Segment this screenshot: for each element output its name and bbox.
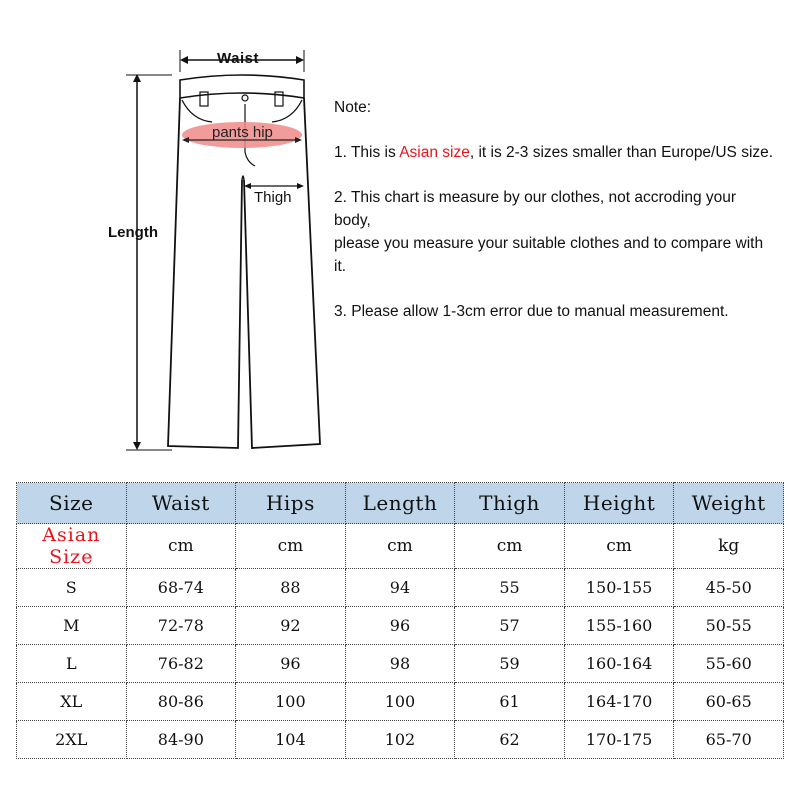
table-cell: 45-50 [674,569,784,607]
note-item-3: 3. Please allow 1-3cm error due to manual measurement. [334,303,729,320]
table-cell: 100 [345,683,455,721]
table-cell: 94 [345,569,455,607]
table-cell: 92 [236,607,346,645]
table-cell: 170-175 [564,721,674,759]
table-cell: 164-170 [564,683,674,721]
table-cell: 88 [236,569,346,607]
unit-cell: cm [564,524,674,569]
size-chart-table [16,482,784,759]
table-cell: 84-90 [126,721,236,759]
table-cell: 150-155 [564,569,674,607]
note-item-2-line-1: 2. This chart is measure by our clothes, not accroding your body, [334,189,737,229]
table-cell: M [17,607,127,645]
table-cell: 100 [236,683,346,721]
note-item-1-prefix: 1. This is [334,144,400,161]
table-cell: 76-82 [126,645,236,683]
table-cell: S [17,569,127,607]
table-cell: 102 [345,721,455,759]
header-length: Length [345,483,455,524]
asian-size-highlight: Asian size [399,144,470,161]
note-block [334,96,774,345]
pants-diagram [100,40,340,460]
table-cell: 160-164 [564,645,674,683]
table-cell: 104 [236,721,346,759]
units-row [17,524,784,569]
table-cell: L [17,645,127,683]
unit-cell: cm [455,524,565,569]
unit-cell: cm [126,524,236,569]
table-header-row [17,483,784,524]
header-waist: Waist [126,483,236,524]
table-row [17,645,784,683]
note-item-1 [334,141,774,164]
table-cell: 61 [455,683,565,721]
table-cell: 96 [236,645,346,683]
table-cell: 55 [455,569,565,607]
table-row [17,683,784,721]
header-thigh: Thigh [455,483,565,524]
table-cell: 57 [455,607,565,645]
table-cell: 59 [455,645,565,683]
note-item-2-line-2: please you measure your suitable clothes and to compare with it. [334,235,764,275]
table-cell: 55-60 [674,645,784,683]
table-cell: 80-86 [126,683,236,721]
table-row [17,607,784,645]
note-item-2 [334,186,774,278]
header-height: Height [564,483,674,524]
table-cell: 60-65 [674,683,784,721]
thigh-label: Thigh [254,189,292,206]
waist-label: Waist [217,50,259,67]
table-cell: 62 [455,721,565,759]
table-cell: XL [17,683,127,721]
note-title: Note: [334,99,372,116]
note-item-1-suffix: , it is 2-3 sizes smaller than Europe/US size. [469,144,774,161]
table-row [17,721,784,759]
unit-cell: cm [345,524,455,569]
table-cell: 98 [345,645,455,683]
table-cell: 50-55 [674,607,784,645]
pants-hip-label: pants hip [212,124,273,141]
table-cell: 2XL [17,721,127,759]
length-label: Length [108,224,158,241]
header-weight: Weight [674,483,784,524]
asian-size-cell: Asian Size [17,524,127,569]
table-cell: 72-78 [126,607,236,645]
header-size: Size [17,483,127,524]
table-cell: 155-160 [564,607,674,645]
pants-outline-illustration [100,40,340,460]
unit-cell: kg [674,524,784,569]
table-cell: 65-70 [674,721,784,759]
unit-cell: cm [236,524,346,569]
table-cell: 96 [345,607,455,645]
header-hips: Hips [236,483,346,524]
table-cell: 68-74 [126,569,236,607]
table-row [17,569,784,607]
